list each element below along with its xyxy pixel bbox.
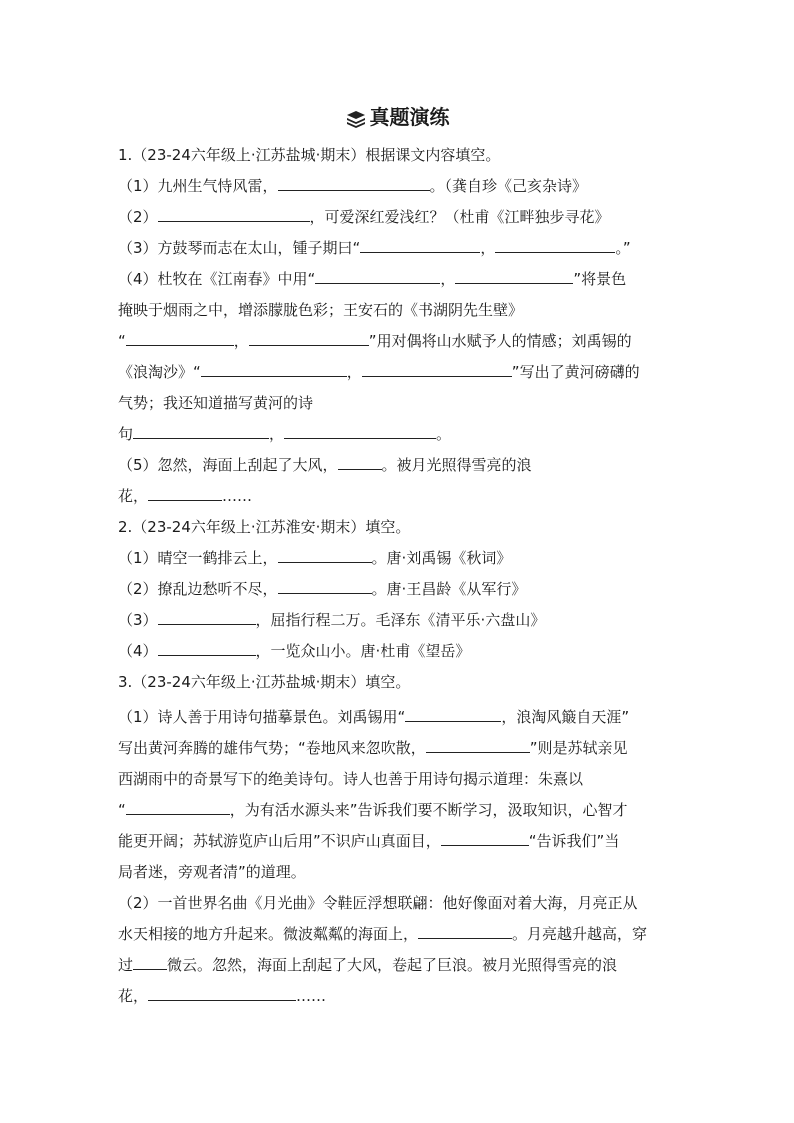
q1-item-4-line-4 bbox=[118, 361, 640, 383]
q1-item-4-line-6 bbox=[118, 423, 451, 445]
q1-item-5-text-a: （5）忽然，海面上刮起了大风， bbox=[118, 456, 338, 474]
q1-item-4-text-l: 句 bbox=[118, 425, 134, 443]
q1-item-4-line-2: 掩映于烟雨之中，增添朦胧色彩；王安石的《书湖阴先生壁》 bbox=[118, 301, 524, 319]
q3-item-1-line-4 bbox=[118, 799, 628, 821]
q2-item-1-text-b: 。唐·刘禹锡《秋词》 bbox=[371, 549, 512, 567]
q3-item-2-text-c: 。月亮越升越高，穿 bbox=[512, 925, 648, 943]
answer-blank[interactable] bbox=[360, 237, 480, 253]
q3-item-1-line-6: 局者迷，旁观者清”的道理。 bbox=[118, 863, 306, 881]
q3-item-2-line-3 bbox=[118, 954, 617, 976]
answer-blank[interactable] bbox=[405, 706, 501, 722]
q3-item-1-text-h: 能更开阔；苏轼游览庐山后用”不识庐山真面目， bbox=[118, 832, 441, 850]
answer-blank[interactable] bbox=[315, 268, 440, 284]
q1-item-4-text-f: ， bbox=[233, 332, 249, 350]
q3-intro: 3.（23-24六年级上·江苏盐城·期末）填空。 bbox=[118, 673, 411, 691]
q1-item-2-text-a: （2） bbox=[118, 208, 158, 226]
answer-blank[interactable] bbox=[495, 237, 615, 253]
answer-blank[interactable] bbox=[249, 330, 369, 346]
answer-blank[interactable] bbox=[441, 830, 529, 846]
q1-item-4-line-3 bbox=[118, 330, 632, 352]
q1-item-4-line-5: 气势；我还知道描写黄河的诗 bbox=[118, 394, 314, 412]
q3-item-1-text-g: ，为有活水源头来”告诉我们要不断学习，汲取知识，心智才 bbox=[229, 801, 628, 819]
q1-item-2 bbox=[118, 206, 610, 228]
q3-item-1 bbox=[118, 706, 629, 728]
q1-item-4-text-n: 。 bbox=[436, 425, 452, 443]
q2-item-1-text-a: （1）晴空一鹤排云上， bbox=[118, 549, 278, 567]
q1-item-4 bbox=[118, 268, 626, 290]
answer-blank[interactable] bbox=[133, 954, 167, 970]
q2-item-4-text-b: ，一览众山小。唐·杜甫《望岳》 bbox=[255, 642, 471, 660]
answer-blank[interactable] bbox=[455, 268, 573, 284]
answer-blank[interactable] bbox=[418, 923, 512, 939]
q3-item-1-text-b: ，浪淘风簸自天涯” bbox=[501, 708, 630, 726]
answer-blank[interactable] bbox=[158, 640, 256, 656]
q2-intro: 2.（23-24六年级上·江苏淮安·期末）填空。 bbox=[118, 518, 411, 536]
q3-item-2-line-2 bbox=[118, 923, 647, 945]
q1-item-4-text-i: ， bbox=[346, 363, 362, 381]
q1-item-5-text-b: 。被月光照得雪亮的浪 bbox=[381, 456, 532, 474]
q3-item-2-text-b: 水天相接的地方升起来。微波粼粼的海面上， bbox=[118, 925, 419, 943]
q3-item-2-text-g: …… bbox=[296, 987, 327, 1005]
section-title bbox=[0, 103, 794, 131]
q3-item-2-text-d: 过 bbox=[118, 956, 134, 974]
q1-item-5 bbox=[118, 454, 532, 476]
stack-of-books-icon bbox=[345, 109, 367, 129]
q2-item-2-text-b: 。唐·王昌龄《从军行》 bbox=[371, 580, 527, 598]
answer-blank[interactable] bbox=[201, 361, 347, 377]
q1-item-1-text-a: （1）九州生气恃风雷， bbox=[118, 177, 278, 195]
q3-item-2-text-e: 微云。忽然，海面上刮起了大风，卷起了巨浪。被月光照得雪亮的浪 bbox=[167, 956, 618, 974]
q3-item-1-text-c: 写出黄河奔腾的雄伟气势；“卷地风来忽吹散， bbox=[118, 739, 426, 757]
answer-blank[interactable] bbox=[278, 547, 372, 563]
answer-blank[interactable] bbox=[278, 578, 372, 594]
q1-item-1 bbox=[118, 175, 587, 197]
answer-blank[interactable] bbox=[362, 361, 512, 377]
q2-item-2-text-a: （2）撩乱边愁听不尽， bbox=[118, 580, 278, 598]
q3-item-1-text-i: “告诉我们”当 bbox=[528, 832, 620, 850]
q1-item-3 bbox=[118, 237, 631, 259]
q1-intro: 1.（23-24六年级上·江苏盐城·期末）根据课文内容填空。 bbox=[118, 146, 501, 164]
q3-item-1-line-3: 西湖雨中的奇景写下的绝美诗句。诗人也善于用诗句揭示道理：朱熹以 bbox=[118, 770, 584, 788]
q1-item-4-text-a: （4）杜牧在《江南春》中用“ bbox=[118, 270, 316, 288]
q1-item-5-text-d: …… bbox=[222, 487, 253, 505]
answer-blank[interactable] bbox=[126, 330, 234, 346]
q1-item-4-text-c: ”将景色 bbox=[573, 270, 627, 288]
q3-item-2-line-4 bbox=[118, 985, 326, 1007]
q1-item-3-text-a: （3）方鼓琴而志在太山，锺子期曰“ bbox=[118, 239, 361, 257]
answer-blank[interactable] bbox=[126, 799, 230, 815]
q1-item-4-text-j: ”写出了黄河磅礴的 bbox=[511, 363, 640, 381]
q3-item-1-line-2 bbox=[118, 737, 628, 759]
q3-item-1-text-f: “ bbox=[118, 801, 126, 819]
answer-blank[interactable] bbox=[278, 175, 430, 191]
q1-item-3-text-b: ， bbox=[480, 239, 496, 257]
q2-item-2 bbox=[118, 578, 526, 600]
q1-item-2-text-b: ，可爱深红爱浅红？（杜甫《江畔独步寻花》 bbox=[309, 208, 610, 226]
q1-item-5-line-2 bbox=[118, 485, 252, 507]
q1-item-5-text-c: 花， bbox=[118, 487, 149, 505]
answer-blank[interactable] bbox=[284, 423, 436, 439]
q3-item-2-text-f: 花， bbox=[118, 987, 149, 1005]
q1-item-4-text-h: 《浪淘沙》“ bbox=[118, 363, 201, 381]
section-title-text: 真题演练 bbox=[369, 105, 450, 129]
q3-item-1-text-d: ”则是苏轼亲见 bbox=[529, 739, 628, 757]
q2-item-4-text-a: （4） bbox=[118, 642, 158, 660]
q2-item-3-text-a: （3） bbox=[118, 611, 158, 629]
answer-blank[interactable] bbox=[148, 485, 222, 501]
answer-blank[interactable] bbox=[158, 206, 310, 222]
q1-item-3-text-c: 。” bbox=[615, 239, 631, 257]
answer-blank[interactable] bbox=[148, 985, 296, 1001]
q2-item-4 bbox=[118, 640, 470, 662]
q1-item-4-text-b: ， bbox=[440, 270, 456, 288]
answer-blank[interactable] bbox=[158, 609, 256, 625]
q2-item-3-text-b: ，屈指行程二万。毛泽东《清平乐·六盘山》 bbox=[255, 611, 546, 629]
q3-item-1-line-5 bbox=[118, 830, 619, 852]
q1-item-4-text-g: ”用对偶将山水赋予人的情感；刘禹锡的 bbox=[368, 332, 632, 350]
q3-item-2: （2）一首世界名曲《月光曲》令鞋匠浮想联翩：他好像面对着大海，月亮正从 bbox=[118, 894, 638, 912]
q1-item-1-text-b: 。（龚自珍《己亥杂诗》 bbox=[429, 177, 588, 195]
answer-blank[interactable] bbox=[426, 737, 530, 753]
q3-item-1-text-a: （1）诗人善于用诗句描摹景色。刘禹锡用“ bbox=[118, 708, 406, 726]
answer-blank[interactable] bbox=[338, 454, 382, 470]
answer-blank[interactable] bbox=[133, 423, 269, 439]
q1-item-4-text-e: “ bbox=[118, 332, 126, 350]
q2-item-1 bbox=[118, 547, 511, 569]
q1-item-4-text-m: ， bbox=[269, 425, 285, 443]
q2-item-3 bbox=[118, 609, 545, 631]
